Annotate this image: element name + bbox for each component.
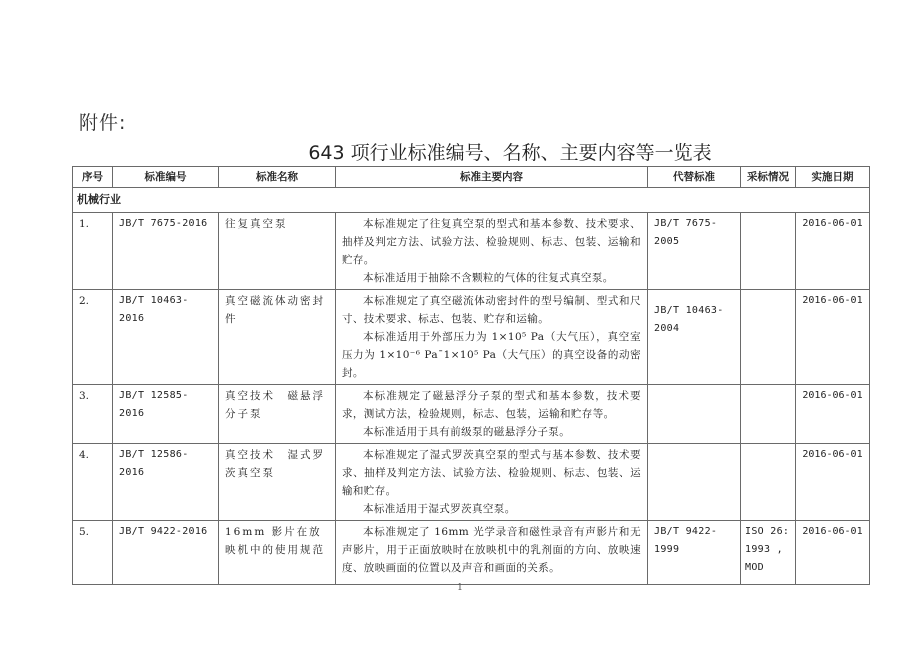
table-header-row <box>73 167 870 188</box>
row-adoption <box>741 444 796 521</box>
row-adoption <box>741 385 796 444</box>
row-date: 2016-06-01 <box>796 444 870 521</box>
content-paragraph: 本标准规定了真空磁流体动密封件的型号编制、型式和尺寸、技术要求、标志、包装、贮存和运输。 <box>342 295 641 325</box>
row-name: 真空技术 磁悬浮分子泵 <box>219 385 336 444</box>
row-content <box>336 385 648 444</box>
table-row <box>73 521 870 585</box>
row-code: JB/T 12585-2016 <box>113 385 219 444</box>
row-code: JB/T 10463-2016 <box>113 290 219 385</box>
table-row <box>73 444 870 521</box>
row-index: 3. <box>73 385 113 444</box>
content-paragraph: 本标准规定了磁悬浮分子泵的型式和基本参数，技术要求，测试方法，检验规则，标志、包装，运输和贮存等。 <box>342 390 641 420</box>
header-replaces: 代替标准 <box>648 167 741 188</box>
table-row <box>73 213 870 290</box>
row-replaces: JB/T 10463-2004 <box>648 290 741 385</box>
row-content <box>336 521 648 585</box>
row-replaces <box>648 444 741 521</box>
row-date: 2016-06-01 <box>796 213 870 290</box>
row-code: JB/T 7675-2016 <box>113 213 219 290</box>
row-content <box>336 290 648 385</box>
row-date: 2016-06-01 <box>796 290 870 385</box>
row-date: 2016-06-01 <box>796 521 870 585</box>
row-replaces: JB/T 9422-1999 <box>648 521 741 585</box>
row-replaces: JB/T 7675-2005 <box>648 213 741 290</box>
row-adoption <box>741 290 796 385</box>
content-paragraph: 本标准规定了湿式罗茨真空泵的型式与基本参数、技术要求、抽样及判定方法、试验方法、检验规则、标志、包装、运输和贮存。 <box>342 449 641 497</box>
row-name: 真空技术 湿式罗茨真空泵 <box>219 444 336 521</box>
content-paragraph: 本标准规定了往复真空泵的型式和基本参数、技术要求、抽样及判定方法、试验方法、检验规则、标志、包装、运输和贮存。 <box>342 218 641 266</box>
content-paragraph: 本标准适用于湿式罗茨真空泵。 <box>363 503 516 515</box>
category-row <box>73 188 870 213</box>
header-index: 序号 <box>73 167 113 188</box>
row-adoption: ISO 26: 1993 , MOD <box>741 521 796 585</box>
content-paragraph: 本标准适用于外部压力为 1×10⁵ Pa（大气压），真空室压力为 1×10⁻⁶ Pa¯1×10⁵ Pa（大气压）的真空设备的动密封。 <box>342 331 641 379</box>
header-content: 标准主要内容 <box>336 167 648 188</box>
category-label: 机械行业 <box>73 188 870 213</box>
row-code: JB/T 12586-2016 <box>113 444 219 521</box>
row-replaces <box>648 385 741 444</box>
page-number: 1 <box>457 583 463 593</box>
row-index: 5. <box>73 521 113 585</box>
row-name: 往复真空泵 <box>219 213 336 290</box>
attachment-label: 附件: <box>79 112 127 134</box>
row-name: 16mm 影片在放映机中的使用规范 <box>219 521 336 585</box>
row-index: 1. <box>73 213 113 290</box>
document-title: 643 项行业标准编号、名称、主要内容等一览表 <box>308 142 712 164</box>
table-row <box>73 290 870 385</box>
row-content <box>336 444 648 521</box>
header-date: 实施日期 <box>796 167 870 188</box>
content-paragraph: 本标准适用于具有前级泵的磁悬浮分子泵。 <box>363 426 571 438</box>
row-content <box>336 213 648 290</box>
content-paragraph: 本标准规定了 16mm 光学录音和磁性录音有声影片和无声影片，用于正面放映时在放映机中的乳剂面的方向、放映速度、放映画面的位置以及声音和画面的关系。 <box>342 526 641 574</box>
row-index: 2. <box>73 290 113 385</box>
header-adoption: 采标情况 <box>741 167 796 188</box>
row-adoption <box>741 213 796 290</box>
row-name: 真空磁流体动密封件 <box>219 290 336 385</box>
row-date: 2016-06-01 <box>796 385 870 444</box>
standards-table <box>72 166 870 585</box>
table-row <box>73 385 870 444</box>
row-index: 4. <box>73 444 113 521</box>
content-paragraph: 本标准适用于抽除不含颗粒的气体的往复式真空泵。 <box>363 272 614 284</box>
header-name: 标准名称 <box>219 167 336 188</box>
row-code: JB/T 9422-2016 <box>113 521 219 585</box>
header-code: 标准编号 <box>113 167 219 188</box>
